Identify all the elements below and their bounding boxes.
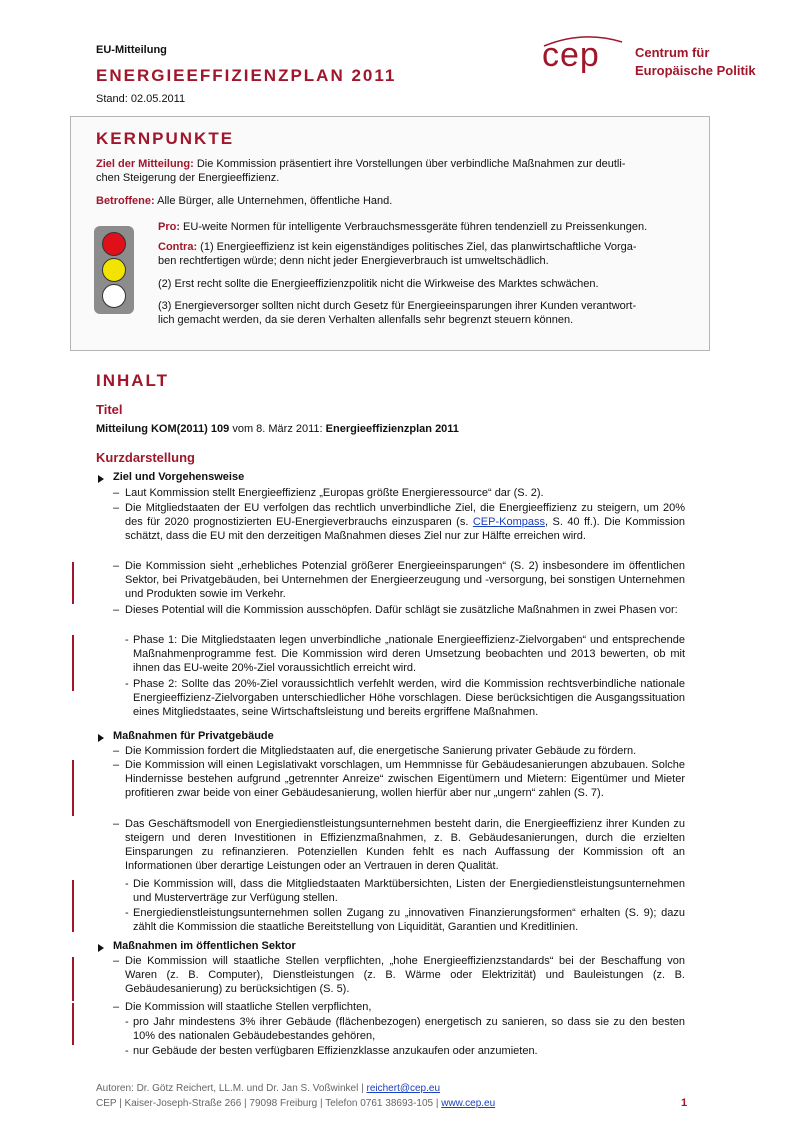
section-privatgebaeude-heading: Maßnahmen für Privatgebäude bbox=[113, 730, 274, 742]
contra-1a: (1) Energieeffizienz ist kein eigenständiges politisches Ziel, das planwirtschaftliche Vorga- bbox=[197, 241, 637, 253]
titel-heading: Titel bbox=[96, 402, 123, 417]
white-light bbox=[102, 284, 126, 308]
section-oeffentlicher-sektor-heading: Maßnahmen im öffentlichen Sektor bbox=[113, 940, 296, 952]
contra-paragraph-2: (2) Erst recht sollte die Energieeffizienzpolitik nicht die Wirkweise des Marktes schwächen. bbox=[158, 278, 599, 290]
contra-3b: lich gemacht werden, da sie deren Verhalten allenfalls sehr begrenzt steuern können. bbox=[158, 314, 574, 326]
ziel-label: Ziel der Mitteilung: bbox=[96, 158, 194, 170]
change-bar bbox=[72, 957, 74, 1001]
footer-address bbox=[96, 1098, 495, 1109]
sub-list-item: - pro Jahr mindestens 3% ihrer Gebäude (flächenbezogen) energetisch zu sanieren, so dass sie zu den besten 10% des nationalen Gebäudebestandes gehören, bbox=[133, 1015, 685, 1043]
email-link[interactable]: reichert@cep.eu bbox=[366, 1083, 441, 1094]
ziel-paragraph bbox=[96, 157, 690, 185]
s1-d2a: Die Mitgliedstaaten der EU verfolgen das rechtlich unverbindliche Ziel, die Energieeffizienz zu steigern, um 20% des für 2020 prognostizierten EU-Energieverbrauchs einzusparen (s. bbox=[125, 502, 685, 528]
change-bar bbox=[72, 562, 74, 604]
change-bar bbox=[72, 635, 74, 691]
betroffene-text: Alle Bürger, alle Unternehmen, öffentliche Hand. bbox=[154, 195, 393, 207]
contra-1b: ben rechtfertigen würde; denn nicht jeder Energieverbrauch ist umweltschädlich. bbox=[158, 255, 549, 267]
document-title: ENERGIEEFFIZIENZPLAN 2011 bbox=[96, 66, 397, 85]
change-bar bbox=[72, 760, 74, 816]
list-item: – Dieses Potential will die Kommission ausschöpfen. Dafür schlägt sie zusätzliche Maßnahmen in zwei Phasen vor: bbox=[125, 603, 685, 617]
contra-label: Contra: bbox=[158, 241, 198, 253]
list-item: – Die Kommission sieht „erhebliches Potenzial größerer Energieeinsparungen“ (S. 2) insbesondere im öffentlichen Sektor, bei Privatgebäuden, bei Unternehmen der Energieerzeugung und -versorgung, bei sonstigen Unternehmen und Produkten sowie im Verkehr. bbox=[125, 559, 685, 601]
list-item: – Das Geschäftsmodell von Energiedienstleistungsunternehmen besteht darin, die Energieeffizienz ihrer Kunden zu steigern und deren Investitionen in Effizienzmaßnahmen, z. B. Gebäudesanierungen, durch die erzielten Einsparungen zu refinanzieren. Potenziellen Kunden fehlt es nach Auffassung der Kommission oft an Informationen über derartige Leistungen oder an Vertrauen in deren Qualität. bbox=[125, 817, 685, 873]
betroffene-paragraph bbox=[96, 194, 392, 208]
cep-logo bbox=[538, 32, 624, 82]
triangle-bullet-icon bbox=[98, 944, 104, 952]
org-name-line1: Centrum für bbox=[635, 45, 710, 60]
traffic-light-icon bbox=[94, 226, 134, 314]
org-name-line2: Europäische Politik bbox=[635, 63, 756, 78]
change-bar bbox=[72, 880, 74, 932]
cep-kompass-link[interactable]: CEP-Kompass bbox=[472, 516, 545, 528]
titel-line bbox=[96, 422, 459, 436]
contra-paragraph-1 bbox=[158, 240, 690, 268]
titel-bold-1: Mitteilung KOM(2011) 109 bbox=[96, 423, 230, 435]
red-light bbox=[102, 232, 126, 256]
doc-type: EU-Mitteilung bbox=[96, 44, 167, 56]
list-item: – Die Kommission will staatliche Stellen verpflichten, bbox=[125, 1000, 685, 1014]
sub-list-item: - Phase 2: Sollte das 20%-Ziel voraussichtlich verfehlt werden, wird die Kommission rechtsverbindliche nationale Energieeffizienz-Zielvorgaben unterschiedlicher Höhe vorschlagen. Diese berücksichtigen die Ausgangssituation eines Mitgliedstaates, seine Wirtschaftsleistung und bereits ergriffene Maßnahmen. bbox=[133, 677, 685, 719]
kurzdarstellung-heading: Kurzdarstellung bbox=[96, 450, 195, 465]
s1-d2b: , S. 40 ff.). Die Kommission schätzt, dass die EU mit den derzeitigen Maßnahmen dieses Ziel nur zur Hälfte erreichen wird. bbox=[125, 516, 685, 542]
triangle-bullet-icon bbox=[98, 734, 104, 742]
authors-text: Autoren: Dr. Götz Reichert, LL.M. und Dr. Jan S. Voßwinkel | bbox=[96, 1083, 367, 1094]
betroffene-label: Betroffene: bbox=[96, 195, 155, 207]
list-item: – Die Kommission fordert die Mitgliedstaaten auf, die energetische Sanierung privater Gebäude zu fördern. bbox=[125, 744, 685, 758]
page-number: 1 bbox=[681, 1097, 688, 1109]
sub-list-item: - Die Kommission will, dass die Mitgliedstaaten Marktübersichten, Listen der Energiedienstleistungsunternehmen und Musterverträge zur Verfügung stellen. bbox=[133, 877, 685, 905]
change-bar bbox=[72, 1003, 74, 1045]
contra-3a: (3) Energieversorger sollten nicht durch Gesetz für Energieeinsparungen ihrer Kunden verantwort- bbox=[158, 300, 637, 312]
website-link[interactable]: www.cep.eu bbox=[441, 1098, 496, 1109]
contra-paragraph-3 bbox=[158, 299, 690, 327]
sub-list-item: - Phase 1: Die Mitgliedstaaten legen unverbindliche „nationale Energieeffizienz-Zielvorgaben“ und entsprechende Maßnahmenprogramme fest. Die Kommission wird deren Umsetzung beobachten und 2013 bewerten, ob mit ihnen das EU-weite 20%-Ziel voraussichtlich erreicht wird. bbox=[133, 633, 685, 675]
ziel-text-2: chen Steigerung der Energieeffizienz. bbox=[96, 172, 280, 184]
list-item: – Die Kommission will einen Legislativakt vorschlagen, um Hemmnisse für Gebäudesanierungen abzubauen. Solche Hindernisse bestehen aufgrund „getrennter Anreize“ zwischen Eigentümern und Mietern: Eigentümer und Mieter profitieren zwar beide von einer Gebäudesanierung, wollen hierfür aber nur „ungern“ zahlen (S. 7). bbox=[125, 758, 685, 800]
yellow-light bbox=[102, 258, 126, 282]
logo-text: cep bbox=[542, 36, 600, 74]
sub-list-item: - Energiedienstleistungsunternehmen sollen Zugang zu „innovativen Finanzierungsformen“ erhalten (S. 9); dazu zählt die Kommission die staatliche Bereitstellung von Liquidität, Garantien und Kreditlinien. bbox=[133, 906, 685, 934]
inhalt-heading: INHALT bbox=[96, 371, 170, 390]
kernpunkte-heading: KERNPUNKTE bbox=[96, 129, 235, 148]
triangle-bullet-icon bbox=[98, 475, 104, 483]
titel-mid: vom 8. März 2011: bbox=[229, 423, 326, 435]
address-text: CEP | Kaiser-Joseph-Straße 266 | 79098 Freiburg | Telefon 0761 38693-105 | bbox=[96, 1098, 442, 1109]
list-item: – Die Kommission will staatliche Stellen verpflichten, „hohe Energieeffizienzstandards“ bei der Beschaffung von Waren (z. B. Computer), Dienstleistungen (z. B. Wärme oder Elektrizität) und Bauleistungen (z. B. Gebäudesanierung) zu berücksichtigen (S. 5). bbox=[125, 954, 685, 996]
list-item bbox=[125, 501, 685, 543]
sub-list-item: - nur Gebäude der besten verfügbaren Effizienzklasse anzukaufen oder anzumieten. bbox=[133, 1044, 685, 1058]
titel-bold-2: Energieeffizienzplan 2011 bbox=[325, 423, 459, 435]
pro-paragraph bbox=[158, 220, 690, 234]
section-ziel-heading: Ziel und Vorgehensweise bbox=[113, 471, 245, 483]
ziel-text-1: Die Kommission präsentiert ihre Vorstellungen über verbindliche Maßnahmen zur deutli- bbox=[193, 158, 626, 170]
pro-text: EU-weite Normen für intelligente Verbrauchsmessgeräte führen tendenziell zu Preissenkungen. bbox=[180, 221, 648, 233]
list-item: – Laut Kommission stellt Energieeffizienz „Europas größte Energieressource“ dar (S. 2). bbox=[125, 486, 685, 500]
footer-authors bbox=[96, 1083, 440, 1094]
document-date: Stand: 02.05.2011 bbox=[96, 93, 186, 105]
pro-label: Pro: bbox=[158, 221, 180, 233]
